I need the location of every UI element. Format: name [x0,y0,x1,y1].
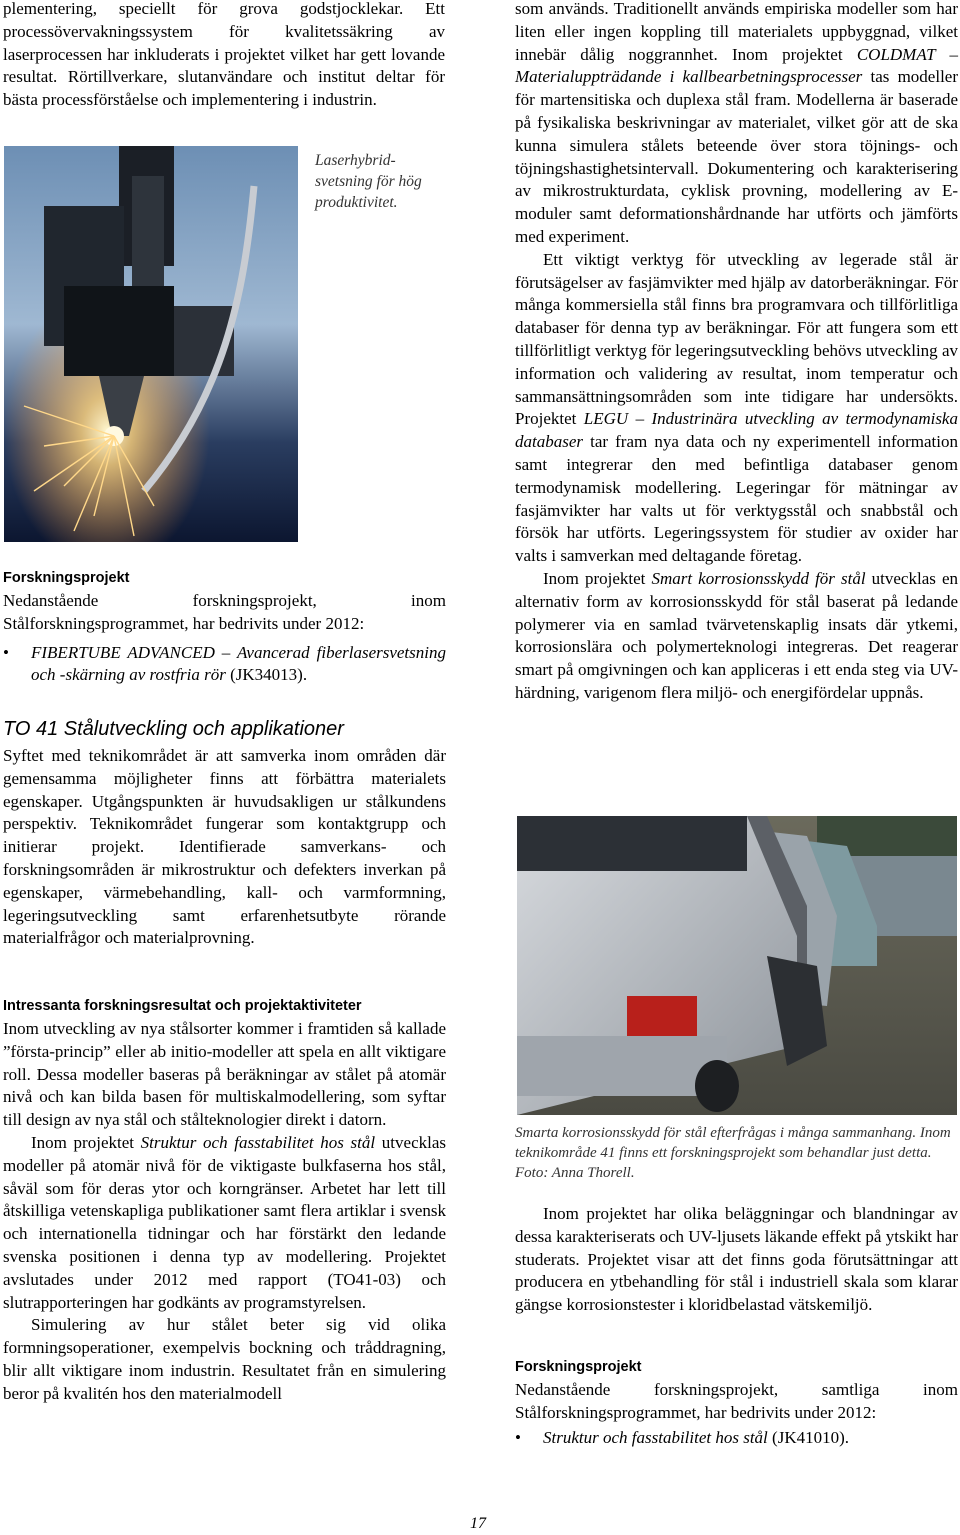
laser-welding-photo [4,146,298,542]
project-list [515,1427,958,1450]
project-name: Struktur och fasstabilitet hos stål [140,1132,376,1152]
laser-welding-image [4,146,298,542]
right-bottom-text [515,1203,958,1317]
text-span: tar fram nya data och ny experimentell information samt integrerar den med befintliga databaser genom termodynamisk modellering. Legeringar för mätningar av fasjämvikter har valts ut för verktygsstål och snabbstål och försök har utförts. Legeringssystem för studier av oxider har valts i samverkan med deltagande företag. [515,432,958,566]
text-span: Inom projektet [31,1132,141,1152]
results-paragraph-3: Simulering av hur stålet beter sig vid olika formningsoperationer, exempelvis bockning och tråddragning, blir allt viktigare inom industrin. Resultatet från en simulering beror på kvalitén hos den materialmodell [3,1315,446,1403]
project-code: (JK41010). [767,1427,850,1447]
research-projects-section-2 [515,1357,958,1449]
list-item [515,1427,958,1450]
intro-paragraph: plementering, speciellt för grova godstjocklekar. Ett processövervakningssystem för kvalitetssäkring av laserprocessen har inkluderats i projektet vilket har gett lovande resultat. Rörtillverkare, slutanvändare och institut deltar för bästa processförståelse och implementering i industrin. [3,0,445,110]
car-caption-text: Smarta korrosionsskydd för stål efterfrågas i många sammanhang. Inom teknikområde 41 finns ett forskningsprojekt som behandlar just detta. Foto: Anna Thorell. [515,1125,951,1181]
to41-heading: TO 41 Stålutveckling och applikationer [3,718,344,740]
to41-section [3,717,446,950]
text-span: utvecklas en alternativ form av korrosionsskydd för stål baserat på ledande polymerer via en samlad tvärvetenskaplig insats där ytkemi, korrosionslära och polymerteknologi integreras. Det reagerar smart på omgivningen och kan appliceras i ett enda steg via UV-härdning, varigenom flera miljö- och energifördelar uppnås. [515,568,958,702]
bullet: • [515,1427,521,1447]
right-paragraph-1 [515,0,958,249]
to41-paragraph: Syftet med teknikområdet är att samverka inom områden där gemensamma möjligheter finns att förbättra materialets egenskaper. Utgångspunkten är huvudsakligen ur stålkundens perspektiv. Teknikområdet fungerar som kontaktgrupp och initierar projekt. Identifierade samverkans- och forskningsområden är mikrostruktur och defekters inverkan på egenskaper, värmebehandling, kall- och varmformning, legeringsutveckling samt erfarenhetsutbyte rörande materialfrågor och materialprovning. [3,746,446,948]
section-heading: Forskningsprojekt [3,570,130,586]
results-section [3,996,446,1406]
project-list [3,642,446,688]
bullet: • [3,642,9,662]
results-paragraph-2 [3,1132,446,1314]
right-paragraph-3 [515,568,958,705]
list-item [3,642,446,688]
section-intro: Nedanstående forskningsprojekt, samtliga inom Stålforskningsprogrammet, har bedrivits under 2012: [515,1380,958,1422]
text-span: som används. Traditionellt används empiriska modeller som har liten eller ingen koppling till materialets uppbyggnad, vilket innebär dålig noggrannhet. Inom projektet [515,0,958,64]
right-paragraph-4: Inom projektet har olika beläggningar och blandningar av dessa karakteriserats och UV-ljusets läkande effekt på ytskikt har studerats. Projektet visar att det finns goda förutsättningar att producera en ytbehandling för stål i industriell skala som klarar gängse korrosionstester i kloridbelastad vätskemiljö. [515,1204,958,1315]
project-name: Smart korrosionsskydd för stål [651,568,866,588]
text-span: tas modeller för martensitiska och duplexa stål fram. Modellerna är baserade på fysikaliska beskrivningar av materialet, vilket gör att de ska kunna simulera stålets beteende över stora töjnings- och töjningshastighetsintervall. Dokumentering och karakterisering av mikrostrukturdata, cyklisk provning, modellering av E-moduler samt deformationshårdnande har utförts och jämförts med experiment. [515,67,959,246]
text-span: Ett viktigt verktyg för utveckling av legerade stål är förutsägelser av fasjämvikter med hjälp av datorberäkningar. För många kommersiella stål finns bra programvara och tillförlitliga databaser för denna typ av beräkningar. För att fungera som ett tillförlitligt verktyg för legeringsutveckling behövs utveckling av information och validering av resultat, inom temperatur och sammansättningsområden som inte tidigare har undersökts. Projektet [515,249,958,429]
parked-cars-photo [517,816,957,1115]
project-name: LEGU – Industrinära utveckling av termodynamiska databaser [515,409,958,452]
right-column-text [515,0,958,705]
text-span: utvecklas modeller på atomär nivå för de viktigaste bulkfaserna hos stål, såväl som för deras ytor och korngränser. Arbetet har lett till åtskilliga vetenskapliga publikationer samt flera artiklar i svensk och internationella tidningar och har förstärkt den ledande svenska positionen i denna typ av modellering. Projektet avslutades under 2012 med rapport (TO41-03) och slutrapporteringen har godkänts av programstyrelsen. [3,1132,446,1312]
text-span: Inom projektet [543,568,652,588]
results-heading: Intressanta forskningsresultat och projektaktiviteter [3,998,362,1014]
page-number: 17 [470,1515,486,1532]
laser-caption-text: Laserhybrid- svetsning för hög produktivitet. [315,152,422,211]
car-photo-caption [515,1123,955,1183]
laser-photo-caption [315,150,450,213]
section-intro: Nedanstående forskningsprojekt, inom Stålforskningsprogrammet, har bedrivits under 2012: [3,591,446,633]
project-title: FIBERTUBE ADVANCED – Avancerad fiberlasersvetsning och -skärning av rostfria rör [31,642,446,685]
section-heading: Forskningsprojekt [515,1359,642,1375]
project-title: Struktur och fasstabilitet hos stål [543,1427,768,1447]
project-code: (JK34013). [225,665,308,685]
results-paragraph-1: Inom utveckling av nya stålsorter kommer i framtiden så kallade ”första-princip” eller ab initio-modeller att spela en allt viktigare roll. Dessa modeller baseras på beräkningar av stålet på atomär nivå och kan bilda basen för multiskalmodellering, som syftar till design av nya stål och stålteknologier direkt i datorn. [3,1019,446,1130]
left-intro-text [3,0,445,112]
parked-cars-image [517,816,957,1115]
right-paragraph-2 [515,249,958,568]
project-name: COLDMAT – Materialuppträdande i kallbearbetningsprocesser [515,44,959,87]
research-projects-section-1 [3,568,446,687]
